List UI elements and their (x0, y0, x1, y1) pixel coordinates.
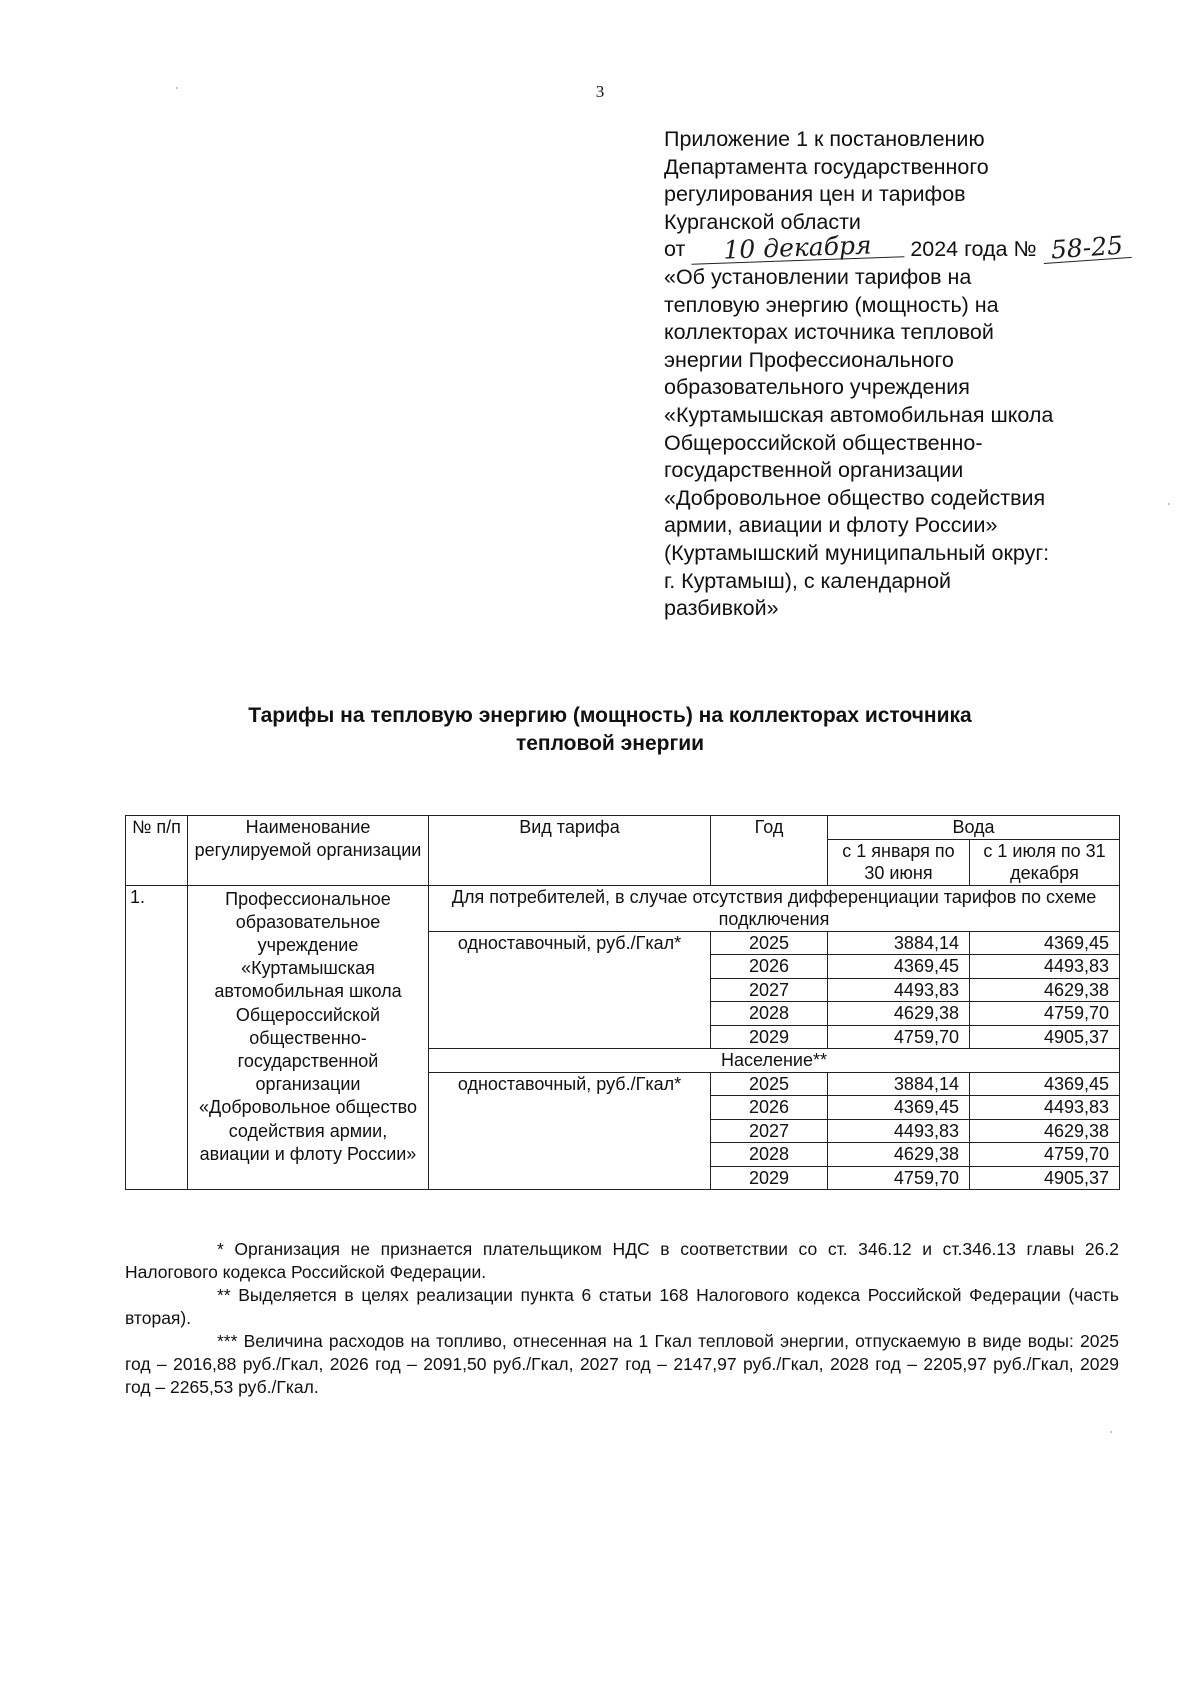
header-tariff-type: Вид тарифа (429, 816, 711, 886)
year-cell: 2027 (711, 1119, 828, 1143)
footnote-fuel: *** Величина расходов на топливо, отнесенная на 1 Гкал тепловой энергии, отпускаемую в виде воды: 2025 год – 2016,88 руб./Гкал, 2026 год – 2091,50 руб./Гкал, 2027 год – 2147,97 руб./Гкал, 2028 год – 2205,97 руб./Гкал, 2029 год – 2265,53 руб./Гкал. (125, 1331, 1119, 1397)
value-period-1: 4369,45 (828, 1096, 970, 1120)
appendix-line: Курганской области (664, 209, 861, 234)
value-period-1: 4493,83 (828, 1119, 970, 1143)
scan-speck (176, 87, 178, 89)
page-number: 3 (595, 82, 605, 101)
value-period-1: 4629,38 (828, 1143, 970, 1167)
value-period-2: 4493,83 (970, 955, 1120, 979)
appendix-block (664, 126, 1134, 623)
organization-name: Профессиональное образовательное учреждение «Куртамышская автомобильная школа Общероссийской общественно-государственной организации «Добровольное общество содействия армии, авиации и флоту России» (188, 885, 429, 1190)
subject-line: образовательного учреждения (664, 375, 970, 400)
subject-line: государственной организации (664, 458, 964, 483)
value-period-1: 4369,45 (828, 955, 970, 979)
year-cell: 2027 (711, 978, 828, 1002)
tariff-type: одноставочный, руб./Гкал* (429, 931, 711, 1049)
year-cell: 2025 (711, 931, 828, 955)
scan-speck (1168, 503, 1170, 505)
value-period-1: 4759,70 (828, 1025, 970, 1049)
value-period-1: 4629,38 (828, 1002, 970, 1026)
scan-speck (1110, 1431, 1112, 1433)
header-period-2: с 1 июля по 31 декабря (970, 839, 1120, 885)
year-text: 2024 года № (910, 237, 1037, 262)
header-year: Год (711, 816, 828, 886)
year-cell: 2025 (711, 1072, 828, 1096)
value-period-1: 4759,70 (828, 1166, 970, 1190)
value-period-1: 4493,83 (828, 978, 970, 1002)
group-label: Население** (429, 1049, 1120, 1073)
subject-line: (Куртамышский муниципальный округ: (664, 540, 1050, 565)
header-period-1: с 1 января по 30 июня (828, 839, 970, 885)
year-cell: 2028 (711, 1143, 828, 1167)
subject-line: энергии Профессионального (664, 347, 954, 372)
footnote-population: ** Выделяется в целях реализации пункта 6 статьи 168 Налогового кодекса Российской Федерации (часть вторая). (125, 1285, 1119, 1328)
row-number: 1. (126, 885, 188, 1190)
header-organization: Наименование регулируемой организации (188, 816, 429, 886)
value-period-2: 4629,38 (970, 978, 1120, 1002)
appendix-line: Приложение 1 к постановлению (664, 127, 985, 151)
value-period-2: 4369,45 (970, 931, 1120, 955)
subject-line: г. Куртамыш), с календарной (664, 568, 952, 593)
document-title (160, 702, 1060, 758)
appendix-date-line (664, 230, 1134, 265)
subject-line: армии, авиации и флоту России» (664, 513, 998, 538)
tariff-type: одноставочный, руб./Гкал* (429, 1072, 711, 1190)
subject-line: «Куртамышская автомобильная школа (664, 402, 1054, 427)
appendix-line: регулирования цен и тарифов (664, 182, 966, 207)
value-period-2: 4629,38 (970, 1119, 1120, 1143)
title-line: Тарифы на тепловую энергию (мощность) на коллекторах источника (248, 704, 972, 727)
subject-line: разбивкой» (664, 596, 779, 621)
group-label-row (126, 885, 1120, 931)
handwritten-number: 58-25 (1042, 233, 1132, 264)
value-period-2: 4759,70 (970, 1143, 1120, 1167)
value-period-2: 4759,70 (970, 1002, 1120, 1026)
footnote-vat: * Организация не признается плательщиком НДС в соответствии со ст. 346.12 и ст.346.13 главы 26.2 Налогового кодекса Российской Федерации. (125, 1239, 1119, 1282)
header-water: Вода (828, 816, 1120, 840)
value-period-1: 3884,14 (828, 1072, 970, 1096)
header-num: № п/п (126, 816, 188, 886)
subject-line: Общероссийской общественно- (664, 430, 983, 455)
group-label: Для потребителей, в случае отсутствия дифференциации тарифов по схеме подключения (429, 885, 1120, 931)
year-cell: 2029 (711, 1166, 828, 1190)
year-cell: 2029 (711, 1025, 828, 1049)
date-prefix: от (664, 237, 686, 262)
year-cell: 2028 (711, 1002, 828, 1026)
value-period-2: 4905,37 (970, 1025, 1120, 1049)
subject-line: «Об установлении тарифов на (664, 264, 972, 289)
subject-line: коллекторах источника тепловой (664, 320, 994, 345)
value-period-1: 3884,14 (828, 931, 970, 955)
value-period-2: 4905,37 (970, 1166, 1120, 1190)
year-cell: 2026 (711, 955, 828, 979)
value-period-2: 4493,83 (970, 1096, 1120, 1120)
subject-line: тепловую энергию (мощность) на (664, 292, 999, 317)
appendix-line: Департамента государственного (664, 154, 989, 179)
handwritten-date: 10 декабря (691, 233, 905, 265)
tariff-table (125, 815, 1120, 1190)
year-cell: 2026 (711, 1096, 828, 1120)
subject-line: «Добровольное общество содействия (664, 485, 1046, 510)
value-period-2: 4369,45 (970, 1072, 1120, 1096)
footnotes (125, 1238, 1119, 1399)
title-line: тепловой энергии (515, 732, 705, 755)
